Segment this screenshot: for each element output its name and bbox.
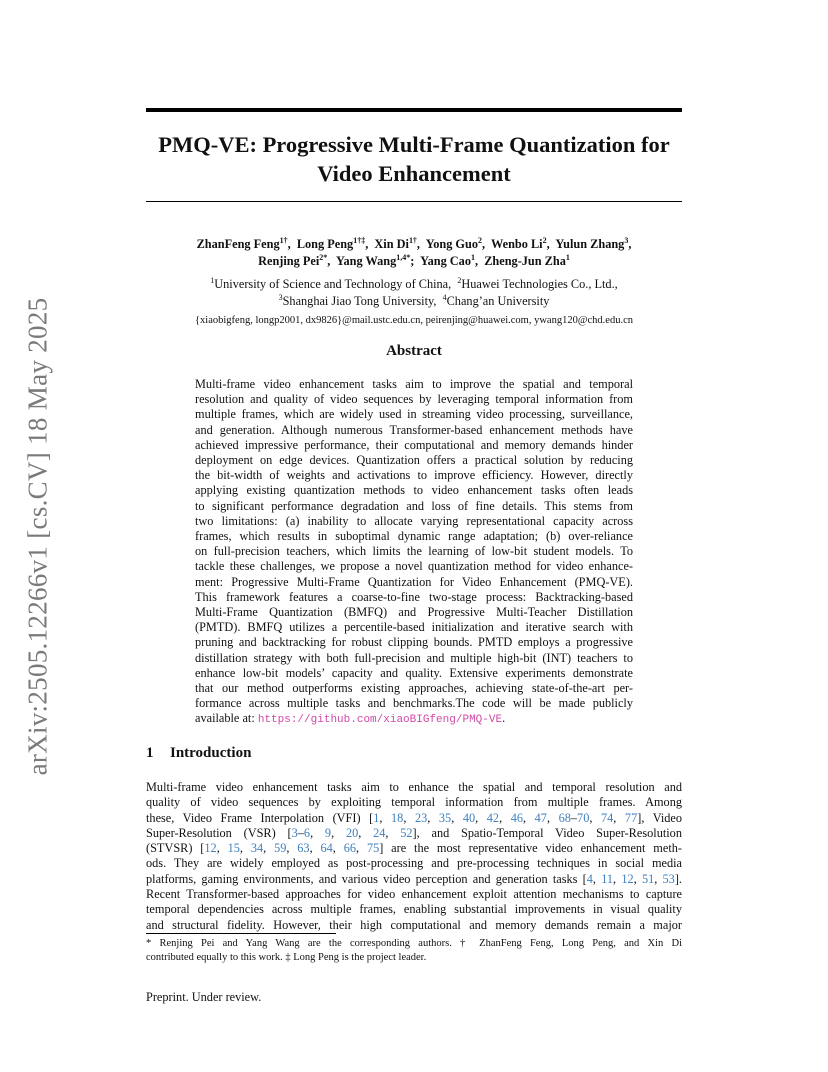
citation-link[interactable]: 51 xyxy=(641,871,655,886)
citation-link[interactable]: 74 xyxy=(600,810,614,825)
citation-link[interactable]: 24 xyxy=(373,825,386,840)
citation-link[interactable]: 68 xyxy=(558,810,571,825)
citation-link[interactable]: 23 xyxy=(414,810,428,825)
citation-link[interactable]: 75 xyxy=(366,841,380,856)
citation-link[interactable]: 15 xyxy=(227,841,240,856)
citation-link[interactable]: 52 xyxy=(400,825,413,840)
intro-line: platforms, gaming environments, and various video perception and generation tasks [4, 11, 12, 51, 53]. xyxy=(146,871,682,886)
intro-line: quality of video sequences by exploiting temporal information from multiple frames. Among xyxy=(146,795,682,810)
footnote: * Renjing Pei and Yang Wang are the corresponding authors. † ZhanFeng Feng, Long Peng, and Xin Di contributed equally to this work. ‡ Long Peng is the project leader. xyxy=(146,938,682,963)
citation-link[interactable]: 63 xyxy=(297,841,310,856)
citation-link[interactable]: 1 xyxy=(373,810,380,825)
abstract-heading: Abstract xyxy=(386,343,442,359)
citation-link[interactable]: 42 xyxy=(486,810,500,825)
citation-link[interactable]: 40 xyxy=(462,810,476,825)
citation-link[interactable]: 34 xyxy=(250,841,264,856)
affiliations: $^1$University of Science and Technology of China, $^2$Huawei Technologies Co., Ltd., $^3$Shanghai Jiao Tong University, $^4$Chang’an University xyxy=(210,275,618,308)
intro-line: Super-Resolution (VSR) [3–6, 9, 20, 24, 52], and Spatio-Temporal Video Super-Resolution xyxy=(146,825,682,840)
intro-line: (STVSR) [12, 15, 34, 59, 63, 64, 66, 75] are the most representative video enhancement meth- xyxy=(146,841,682,856)
abstract-last-line: available at: https://github.com/xiaoBIGfeng/PMQ-VE. xyxy=(195,711,506,727)
citation-link[interactable]: 77 xyxy=(624,810,638,825)
intro-line: ods. They are widely employed as post-processing and pre-processing techniques in social media xyxy=(146,856,682,871)
arxiv-stamp: arXiv:2505.12266v1 [cs.CV] 18 May 2025 xyxy=(22,297,53,775)
code-link[interactable]: https://github.com/xiaoBIGfeng/PMQ-VE xyxy=(257,714,503,727)
author-line-1: ZhanFeng Feng$^{1\dagger}$, Long Peng$^{1\dagger\ddagger}$, Xin $Di^{1\dagger}$, Yong Guo$^2$, Wenbo Li$^2$, Yulun Zhang$^3$, xyxy=(196,235,632,251)
citation-link[interactable]: 70 xyxy=(577,810,590,825)
citation-link[interactable]: 9 xyxy=(324,825,332,840)
citation-link[interactable]: 12 xyxy=(621,871,634,886)
citation-link[interactable]: 20 xyxy=(345,825,359,840)
citation-link[interactable]: 59 xyxy=(274,841,287,856)
introduction-body xyxy=(146,780,682,933)
citation-link[interactable]: 53 xyxy=(662,871,675,886)
citation-link[interactable]: 18 xyxy=(391,810,404,825)
preprint-note: Preprint. Under review. xyxy=(146,990,262,1004)
citation-link[interactable]: 3 xyxy=(291,825,298,840)
author-list xyxy=(146,236,682,270)
paper-title: PMQ-VE: Progressive Multi-Frame Quantization for Video Enhancement xyxy=(158,132,670,186)
title-rule-bottom xyxy=(146,201,682,202)
footnote-rule xyxy=(146,933,336,934)
intro-line: these, Video Frame Interpolation (VFI) [1, 18, 23, 35, 40, 42, 46, 47, 68–70, 74, 77], Video xyxy=(146,810,683,825)
citation-link[interactable]: 11 xyxy=(601,871,614,886)
citation-link[interactable]: 66 xyxy=(343,841,357,856)
citation-link[interactable]: 6 xyxy=(303,825,311,840)
citation-link[interactable]: 35 xyxy=(438,810,452,825)
intro-line: and structural fidelity. However, their high computational and memory demands remain a major xyxy=(146,917,682,932)
section-heading-introduction: 1 Introduction xyxy=(146,745,252,761)
intro-line: Multi-frame video enhancement tasks aim to enhance the spatial and temporal resolution and xyxy=(146,780,682,794)
citation-link[interactable]: 46 xyxy=(510,810,524,825)
author-line-2: Renjing Pei$^{2*}$, Yang Wang$^{1,4*}$; Yang Cao$^1$, Zheng-Jun Zha$^1$ xyxy=(258,252,570,268)
citation-link[interactable]: 47 xyxy=(534,810,547,825)
citation-link[interactable]: 12 xyxy=(204,841,217,856)
citation-link[interactable]: 4 xyxy=(586,871,593,886)
citation-link[interactable]: 64 xyxy=(320,841,333,856)
abstract-body: Multi-frame video enhancement tasks aim to improve the spatial and temporal resolution and quality of video sequences by leveraging temporal information from multiple frames, which are widely used in streaming video processing, surveillance, and generation. Although numerous Transformer-based enhancement methods have achieved impressive performance, their computational and memory demands hinder deployment on edge devices. Quantization offers a practical solution by reducing the bit-width of weights and activations to improve efficiency. However, directly applying existing quantization methods to video enhancement tasks often leads to significant performance degradation and loss of fine details. This stems from two limitations: (a) inability to allocate varying representational capacity across frames, which results in suboptimal dynamic range adaptation; (b) over-reliance on full-precision teachers, which limits the learning of low-bit student models. To tackle these challenges, we propose a novel quantization method for video enhance- ment: Progressive Multi-Frame Quantization for Video Enhancement (PMQ-VE). This framework features a coarse-to-fine two-stage process: Backtracking-based Multi-Frame Quantization (BMFQ) and Progressive Multi-Teacher Distillation (PMTD). BMFQ utilizes a percentile-based initialization and iterative search with pruning and backtracking for robust clipping bounds. PMTD employs a progressive distillation strategy with both full-precision and multiple high-bit (INT) teachers to enhance low-bit models’ capacity and quality. Extensive experiments demonstrate that our method outperforms existing approaches, achieving state-of-the-art per- formance across multiple tasks and benchmarks.The code will be made publicly available at: https://github.com/xiaoBIGfeng/PMQ-VE. xyxy=(195,377,633,729)
author-emails: {xiaobigfeng, longp2001, dx9826}@mail.ustc.edu.cn, peirenjing@huawei.com, ywang120@chd.edu.cn xyxy=(195,315,633,326)
title-rule-top xyxy=(146,108,682,112)
intro-line: temporal dependencies across multiple frames, enabling substantial improvements in visual quality xyxy=(146,902,682,917)
intro-line: Recent Transformer-based approaches for video enhancement exploit attention mechanisms to capture xyxy=(146,887,682,902)
